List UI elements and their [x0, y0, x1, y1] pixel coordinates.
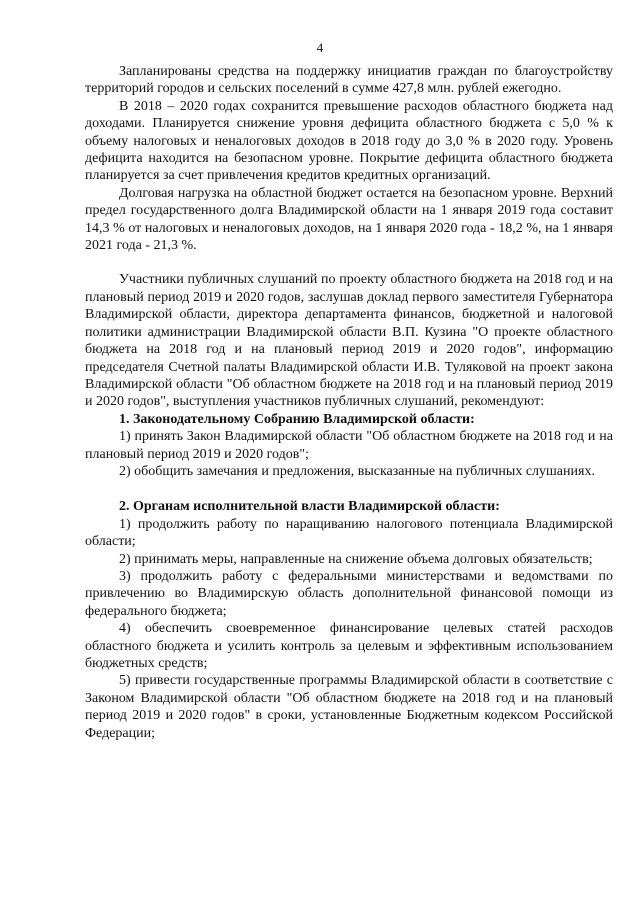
- section2-item: 5) привести государственные программы Владимирской области в соответствие с Законом Владимирской области "Об областном бюджете на 2018 год и на плановый период 2019 и 2020 годов" в сроки, установленные Бюджетным кодексом Российской Федерации;: [85, 673, 613, 741]
- section1-item: 1) принять Закон Владимирской области "Об областном бюджете на 2018 год и на плановый период 2019 и 2020 годов";: [85, 429, 613, 462]
- section2-item: 1) продолжить работу по наращиванию налогового потенциала Владимирской области;: [85, 516, 613, 550]
- document-body: [85, 63, 613, 742]
- section2-item: 4) обеспечить своевременное финансирование целевых статей расходов областного бюджета и усилить контроль за целевым и эффективным использованием бюджетных средств;: [85, 621, 613, 671]
- section1-heading: 1. Законодательному Собранию Владимирской области:: [119, 411, 475, 427]
- page-number: 4: [316, 40, 324, 55]
- spacer: [85, 480, 613, 498]
- section1-item: 2) обобщить замечания и предложения, высказанные на публичных слушаниях.: [119, 463, 595, 479]
- paragraph-hearing-participants: Участники публичных слушаний по проекту областного бюджета на 2018 год и на плановый период 2019 и 2020 годов, заслушав доклад первого заместителя Губернатора Владимирской области, директора департамента финансов, бюджетной и налоговой политики администрации Владимирской области В.П. Кузина "О проекте областного бюджета на 2018 год и на плановый период 2019 и 2020 годов", информацию председателя Счетной палаты Владимирской области И.В. Туляковой на проект закона Владимирской области "Об областном бюджете на 2018 год и на плановый период 2019 и 2020 годов", выступления участников публичных слушаний, рекомендуют:: [85, 272, 613, 410]
- paragraph-debt: Долговая нагрузка на областной бюджет остается на безопасном уровне. Верхний предел государственного долга Владимирской области на 1 января 2019 года составит 14,3 % от налоговых и неналоговых доходов, на 1 января 2020 года - 18,2 %, на 1 января 2021 года - 21,3 %.: [85, 185, 613, 254]
- spacer: [85, 254, 613, 271]
- section2-item: 3) продолжить работу с федеральными министерствами и ведомствами по привлечению во Владимирскую область дополнительной финансовой помощи из федерального бюджета;: [85, 568, 613, 619]
- paragraph-deficit: В 2018 – 2020 годах сохранится превышение расходов областного бюджета над доходами. Планируется снижение уровня дефицита областного бюджета с 5,0 % к объему налоговых и неналоговых доходов в 2018 году до 3,0 % в 2020 году. Уровень дефицита находится на безопасном уровне. Покрытие дефицита областного бюджета планируется за счет привлечения кредитов кредитных организаций.: [85, 98, 613, 184]
- section2-heading: 2. Органам исполнительной власти Владимирской области:: [119, 499, 500, 515]
- section2-item: 2) принимать меры, направленные на снижение объема долговых обязательств;: [119, 551, 593, 567]
- paragraph-initiatives: Запланированы средства на поддержку инициатив граждан по благоустройству территорий городов и сельских поселений в сумме 427,8 млн. рублей ежегодно.: [85, 64, 613, 97]
